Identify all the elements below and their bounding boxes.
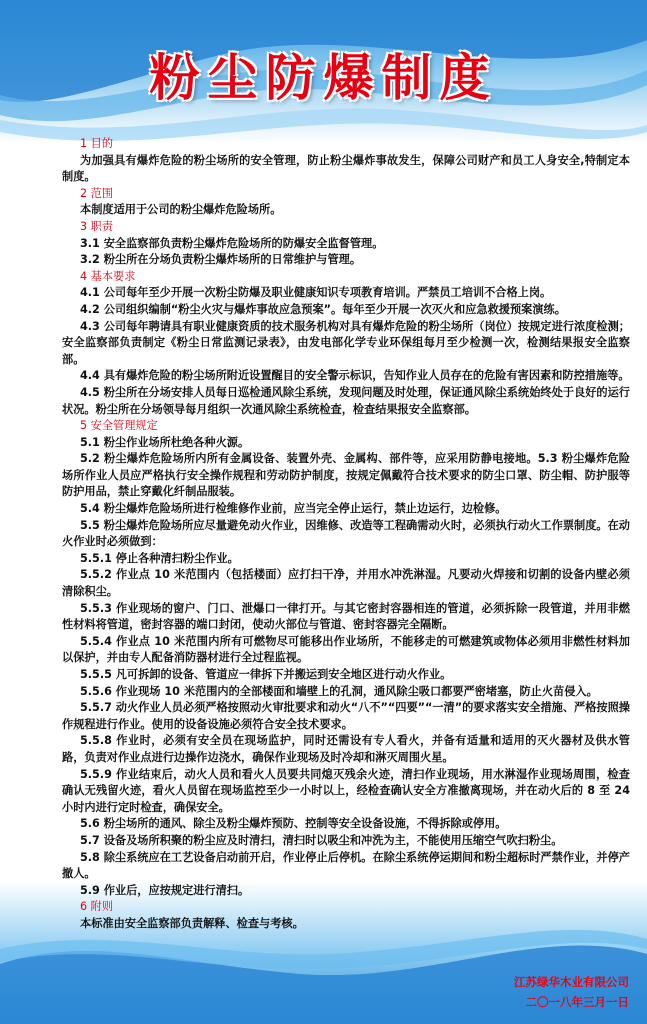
- section-paragraph: 4.5 粉尘所在分场安排人员每日巡检通风除尘系统，发现问题及时处理，保证通风除尘系统始终处于良好的运行状况。粉尘所在分场领导每月组织一次通风除尘系统检查，检查结果报安全监察部。: [62, 385, 630, 416]
- section-paragraph: 4.3 公司每年聘请具有职业健康资质的技术服务机构对具有爆炸危险的粉尘场所（岗位）按规定进行浓度检测；安全监察部负责制定《粉尘日常监测记录表》，由发电部化学专业环保组每月至少检测一次，检测结果报安全监察部。: [62, 319, 630, 366]
- regulation-body: [62, 136, 630, 933]
- section-paragraph: 本标准由安全监察部负责解释、检查与考核。: [80, 916, 304, 930]
- section-paragraph: 5.8 除尘系统应在工艺设备启动前开启，作业停止后停机。在除尘系统停运期间和粉尘超标时严禁作业，并停产撤人。: [62, 850, 630, 881]
- section-heading: 1 目的: [80, 137, 114, 150]
- section-paragraph: 为加强具有爆炸危险的粉尘场所的安全管理，防止粉尘爆炸事故发生，保障公司财产和员工人身安全,特制定本制度。: [62, 153, 630, 184]
- section-paragraph: 5.5.2 作业点 10 米范围内（包括楼面）应打扫干净，并用水冲洗淋湿。凡要动火焊接和切割的设备内壁必须清除积尘。: [62, 568, 630, 599]
- footer: [514, 972, 629, 1012]
- section-paragraph: 5.5.1 停止各种清扫粉尘作业。: [80, 551, 239, 565]
- section-paragraph: 5.6 粉尘场所的通风、除尘及粉尘爆炸预防、控制等安全设备设施，不得拆除或停用。: [80, 817, 507, 831]
- section-heading: 4 基本要求: [80, 269, 136, 283]
- company-name: 江苏绿华木业有限公司: [514, 975, 629, 989]
- section-paragraph: 本制度适用于公司的粉尘爆炸危险场所。: [80, 203, 282, 217]
- section-paragraph: 5.7 设备及场所积聚的粉尘应及时清扫，清扫时以吸尘和冲洗为主，不能使用压缩空气吹扫粉尘。: [80, 833, 563, 847]
- section-paragraph: 5.1 粉尘作业场所杜绝各种火源。: [80, 435, 250, 449]
- section-paragraph: 4.2 公司组织编制“粉尘火灾与爆炸事故应急预案”。每年至少开展一次灭火和应急救援预案演练。: [80, 302, 566, 316]
- section-paragraph: 4.1 公司每年至少开展一次粉尘防爆及职业健康知识专项教育培训。严禁员工培训不合格上岗。: [80, 286, 552, 300]
- section-paragraph: 5.5.8 作业时，必须有安全员在现场监护，同时还需设有专人看火，并备有适量和适用的灭火器材及供水管路，负责对作业点进行边操作边浇水，确保作业现场及时冷却和淋灭周围火星。: [62, 734, 630, 764]
- section-paragraph: 5.5.5 凡可拆卸的设备、管道应一律拆下并搬运到安全地区进行动火作业。: [80, 668, 452, 681]
- section-paragraph: 5.4 粉尘爆炸危险场所进行检维修作业前，应当完全停止运行，禁止边运行，边检修。: [80, 502, 507, 516]
- section-paragraph: 5.5 粉尘爆炸危险场所应尽量避免动火作业，因维修、改造等工程确需动火时，必须执行动火工作票制度。在动火作业时必须做到：: [62, 518, 630, 549]
- section-paragraph: 5.5.3 作业现场的窗户、门口、泄爆口一律打开。与其它密封容器相连的管道，必须拆除一段管道，并用非燃性材料将管道，密封容器的端口封闭，使动火部位与管道、密封容器完全隔断。: [62, 601, 630, 632]
- section-heading: 2 范围: [80, 186, 114, 200]
- section-paragraph: 5.5.6 作业现场 10 米范围内的全部楼面和墙壁上的孔洞，通风除尘吸口都要严密堵塞，防止火苗侵入。: [80, 684, 598, 698]
- section-paragraph: 5.9 作业后，应按规定进行清扫。: [80, 883, 250, 897]
- section-paragraph: 5.5.7 动火作业人员必须严格按照动火审批要求和动火“八不”“四要”“一清”的要求落实安全措施、严格按照操作规程进行作业。使用的设备设施必须符合安全技术要求。: [62, 701, 630, 731]
- issue-date: 二〇一八年三月一日: [525, 995, 629, 1009]
- section-heading: 6 附则: [80, 900, 114, 914]
- page-title: 粉尘防爆制度: [149, 49, 498, 107]
- section-paragraph: 5.2 粉尘爆炸危险场所内所有金属设备、装置外壳、金属构、部件等，应采用防静电接地。5.3 粉尘爆炸危险场所作业人员应严格执行安全操作规程和劳动防护制度，按规定佩戴符合技术要求的防尘口罩、防尘帽、防护服等防护用品，禁止穿戴化纤制品服装。: [62, 452, 630, 499]
- section-paragraph: 4.4 具有爆炸危险的粉尘场所附近设置醒目的安全警示标识，告知作业人员存在的危险有害因素和防控措施等。: [80, 369, 630, 383]
- section-paragraph: 5.5.4 作业点 10 米范围内所有可燃物尽可能移出作业场所，不能移走的可燃建筑或物体必须用非燃性材料加以保护，并由专人配备消防器材进行全过程监视。: [62, 634, 630, 665]
- section-paragraph: 3.2 粉尘所在分场负责粉尘爆炸场所的日常维护与管理。: [80, 253, 362, 267]
- section-heading: 3 职责: [80, 219, 114, 233]
- section-paragraph: 3.1 安全监察部负责粉尘爆炸危险场所的防爆安全监督管理。: [80, 236, 384, 250]
- section-heading: 5 安全管理规定: [80, 419, 158, 433]
- section-paragraph: 5.5.9 作业结束后，动火人员和看火人员要共同熄灭残余火迹，清扫作业现场，用水淋湿作业现场周围，检查确认无残留火迹，看火人员留在现场监控至少一小时以上，经检查确认安全方准撤离现场，并在动火后的 8 至 24 小时内进行定时检查，确保安全。: [62, 767, 630, 814]
